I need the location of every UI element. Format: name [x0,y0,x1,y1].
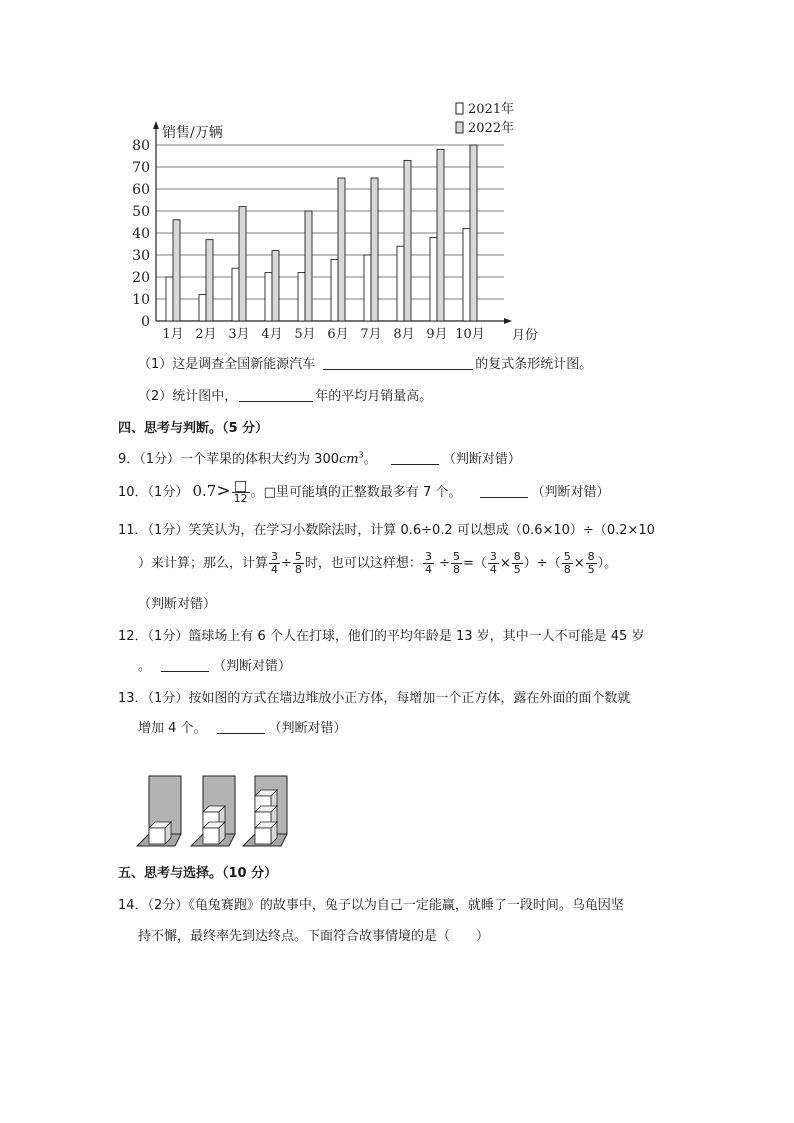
bar-2022-1 [173,220,180,321]
bar-2021-5 [298,273,305,321]
y-tick-label: 40 [132,226,150,242]
x-tick-label: 4月 [261,327,283,342]
y-tick-label: 10 [132,292,150,308]
bar-2022-4 [272,251,279,321]
bar-2022-5 [305,211,312,321]
bar-2022-2 [206,240,213,321]
x-tick-label: 9月 [426,327,448,342]
q13-line2: 增加 4 个。 （判断对错） [138,721,347,736]
bar-2021-6 [331,259,338,321]
q11-line2: ）来计算；那么，计算 $\frac{3}{4}$ ÷ $\frac{5}{8}$ 时，也可以这样想： $\frac{3}{4}$ ÷ $\frac{5}{8}$ =（ $\frac{3}{4}$ × $\frac{8}{5}$ ）÷（ $\frac{5}{8}$ × $\frac{8}{5}$ ）。 [138,550,618,576]
x-tick-label: 7月 [360,327,382,342]
y-tick-label: 0 [141,314,150,330]
y-tick-label: 80 [132,138,150,154]
chart-legend [456,101,514,136]
q10: 10．（1分） 0.7> $\frac{□}{12}$ 。□里可能填的正整数最多有 7 个。 （判断对错） [118,478,610,505]
y-tick-labels [132,138,150,330]
answer-blank[interactable] [217,719,265,734]
q11-line3: （判断对错） [138,597,217,612]
answer-blank[interactable] [391,450,439,465]
x-tick-label: 1月 [162,327,184,342]
q12-line1: 12．（1分）篮球场上有 6 个人在打球，他们的平均年龄是 13 岁，其中一人不可能是 45 岁 [118,629,645,644]
q12-line2: 。 （判断对错） [138,659,292,674]
bar-2022-3 [239,207,246,321]
bar-2021-2 [199,295,206,321]
y-tick-label: 50 [132,204,150,220]
q14-line2: 持不懈，最终率先到达终点。下面符合故事情境的是（ ） [138,929,490,944]
x-tick-label: 10月 [455,327,485,342]
answer-blank[interactable] [480,483,528,498]
bar-2022-8 [404,160,411,321]
legend-label-2021: 2021年 [468,102,515,117]
sales-bar-chart [120,95,560,345]
section-5-title: 五、思考与选择。（10 分） [118,866,278,881]
x-axis-label: 月份 [512,328,539,343]
answer-blank[interactable] [239,387,313,402]
q8-part1: （1）这是调查全国新能源汽车 的复式条形统计图。 [138,357,593,372]
bar-2021-10 [463,229,470,321]
x-tick-label: 8月 [393,327,415,342]
q9: 9．（1分）一个苹果的体积大约为 $300cm^3$。 （判断对错） [118,450,521,467]
bar-2021-8 [397,246,404,321]
legend-swatch-2022 [456,122,463,133]
bar-2021-4 [265,273,272,321]
cube-stack-figure [135,772,305,852]
y-tick-label: 70 [132,160,150,176]
x-tick-label: 6月 [327,327,349,342]
bar-2021-7 [364,255,371,321]
wall-3 [243,776,287,846]
x-tick-label: 5月 [294,327,316,342]
y-tick-label: 30 [132,248,150,264]
bar-2022-7 [371,178,378,321]
y-tick-label: 60 [132,182,150,198]
bar-2022-9 [437,149,444,321]
bar-2021-1 [166,277,173,321]
y-tick-label: 20 [132,270,150,286]
answer-blank[interactable] [323,355,473,370]
bar-2022-10 [470,145,477,321]
legend-swatch-2021 [456,103,463,114]
bar-2022-6 [338,178,345,321]
x-tick-label: 3月 [228,327,250,342]
x-tick-labels [162,327,484,342]
q13-line1: 13．（1分）按如图的方式在墙边堆放小正方体，每增加一个正方体，露在外面的面个数就 [118,691,631,706]
q11-line1: 11．（1分）笑笑认为，在学习小数除法时，计算 0.6÷0.2 可以想成（0.6×10）÷（0.2×10 [118,523,655,538]
section-4-title: 四、思考与判断。（5 分） [118,421,269,436]
wall-2 [191,776,235,846]
answer-blank[interactable] [161,657,209,672]
wall-1 [137,776,181,846]
x-tick-label: 2月 [195,327,217,342]
bar-2021-3 [232,268,239,321]
legend-label-2022: 2022年 [468,121,515,136]
bar-2021-9 [430,237,437,321]
y-axis-label: 销售/万辆 [162,125,223,141]
q8-part2: （2）统计图中， 年的平均月销量高。 [138,389,433,404]
q14-line1: 14．（2分）《龟兔赛跑》的故事中，兔子以为自己一定能赢，就睡了一段时间。乌龟因坚 [118,898,624,913]
